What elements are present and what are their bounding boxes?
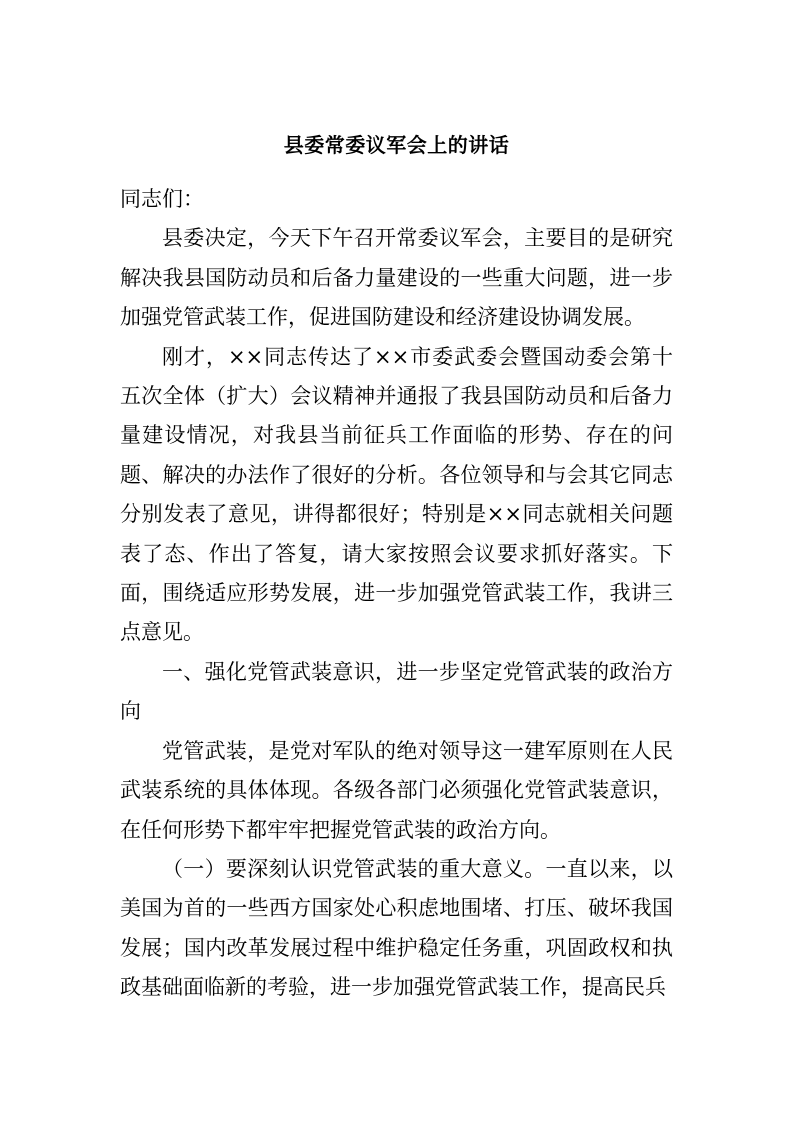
salutation: 同志们： bbox=[120, 187, 204, 211]
subsection-heading-significance: （一）要深刻认识党管武装的重大意义。一直以来，以美国为首的一些西方国家处心积虑地围堵、打压、破坏我国发展；国内改革发展过程中维护稳定任务重，巩固政权和执政基础面临新的考验，进一步加强党管武装工作，提高民兵 bbox=[120, 856, 673, 1000]
paragraph-party-armed-forces: 党管武装，是党对军队的绝对领导这一建军原则在人民武装系统的具体体现。各级各部门必须强化党管武装意识，在任何形势下都牢牢把握党管武装的政治方向。 bbox=[120, 738, 673, 842]
document-title: 县委常委议军会上的讲话 bbox=[283, 133, 510, 157]
paragraph-meeting-summary: 刚才，××同志传达了××市委武委会暨国动委会第十五次全体（扩大）会议精神并通报了我县国防动员和后备力量建设情况，对我县当前征兵工作面临的形势、存在的问题、解决的办法作了很好的分析。各位领导和与会其它同志分别发表了意见，讲得都很好；特别是××同志就相关问题表了态、作出了答复，请大家按照会议要求抓好落实。下面，围绕适应形势发展，进一步加强党管武装工作，我讲三点意见。 bbox=[120, 344, 673, 645]
section-heading-one: 一、强化党管武装意识，进一步坚定党管武装的政治方向 bbox=[120, 659, 673, 724]
document-page bbox=[120, 130, 673, 1008]
paragraph-opening: 县委决定，今天下午召开常委议军会，主要目的是研究解决我县国防动员和后备力量建设的一些重大问题，进一步加强党管武装工作，促进国防建设和经济建设协调发展。 bbox=[120, 226, 673, 330]
